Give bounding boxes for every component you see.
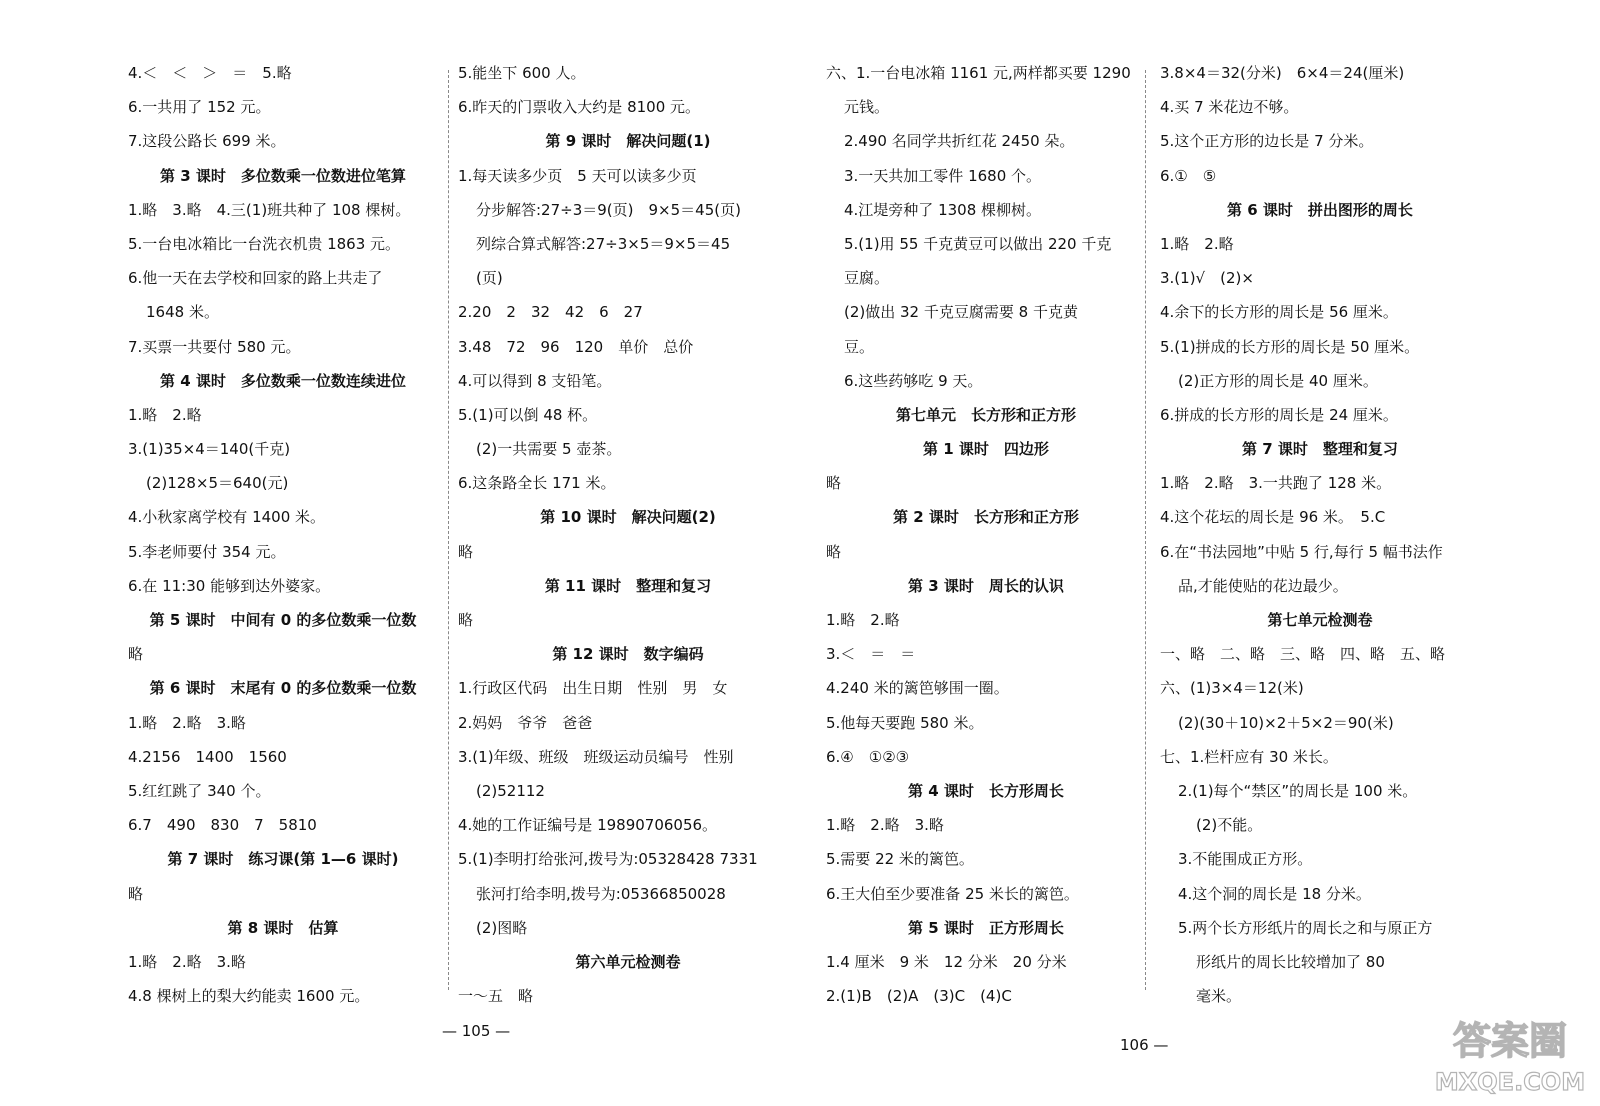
section-heading: 第七单元 长方形和正方形 — [895, 405, 1076, 424]
answer-line: 豆。 — [844, 337, 875, 356]
answer-line: 1.行政区代码 出生日期 性别 男 女 — [458, 679, 728, 698]
answer-line: 1.略 3.略 4.三(1)班共种了 108 棵树。 — [128, 200, 411, 219]
section-heading: 第六单元检测卷 — [575, 952, 681, 971]
section-heading: 第 6 课时 末尾有 0 的多位数乘一位数 — [149, 679, 417, 698]
answer-line: 豆腐。 — [844, 269, 890, 288]
answer-line: 一～五 略 — [458, 987, 534, 1006]
answer-line: 6.④ ①②③ — [826, 747, 910, 766]
answer-line: 1.略 2.略 3.略 — [128, 952, 246, 971]
answer-line: 5.(1)李明打给张河,拨号为:05328428 7331 — [458, 850, 758, 869]
answer-line: (页) — [476, 269, 503, 288]
answer-line: 4.可以得到 8 支铅笔。 — [458, 371, 612, 390]
answer-line: 1.4 厘米 9 米 12 分米 20 分米 — [826, 952, 1067, 971]
answer-line: 4.这个洞的周长是 18 分米。 — [1178, 884, 1371, 903]
answer-line: (2)不能。 — [1196, 816, 1263, 835]
answer-line: 2.妈妈 爷爷 爸爸 — [458, 713, 593, 732]
answer-line: 略 — [826, 474, 842, 493]
answer-line: (2)52112 — [476, 781, 545, 800]
answer-line: (2)正方形的周长是 40 厘米。 — [1178, 371, 1378, 390]
svg-text:MXQE.COM: MXQE.COM — [1434, 1068, 1586, 1096]
answer-line: 一、略 二、略 三、略 四、略 五、略 — [1160, 645, 1446, 664]
answer-line: 2.(1)每个“禁区”的周长是 100 米。 — [1178, 781, 1418, 800]
answer-line: 5.红红跳了 340 个。 — [128, 781, 271, 800]
answer-line: 1.略 2.略 3.略 — [128, 713, 246, 732]
answer-line: 略 — [458, 542, 474, 561]
answer-line: 6.昨天的门票收入大约是 8100 元。 — [458, 98, 701, 117]
answer-line: 3.(1)35×4＝140(千克) — [128, 440, 291, 459]
answer-line: 2.(1)B (2)A (3)C (4)C — [826, 987, 1012, 1006]
answer-line: 6.在 11:30 能够到达外婆家。 — [128, 576, 331, 595]
answer-line: 六、1.一台电冰箱 1161 元,两样都买要 1290 — [826, 64, 1131, 82]
answer-line: 六、(1)3×4＝12(米) — [1160, 679, 1304, 698]
answer-line: 1.略 2.略 3.一共跑了 128 米。 — [1160, 474, 1392, 493]
answer-line: 5.一台电冰箱比一台洗衣机贵 1863 元。 — [128, 234, 401, 253]
answer-line: 4.这个花坛的周长是 96 米。 5.C — [1160, 508, 1386, 527]
answer-line: (2)图略 — [476, 918, 528, 937]
answer-line: 毫米。 — [1196, 987, 1242, 1006]
answer-line: 略 — [826, 542, 842, 561]
answer-line: 列综合算式解答:27÷3×5＝9×5＝45 — [476, 234, 731, 253]
answer-line: 4.江堤旁种了 1308 棵柳树。 — [844, 200, 1042, 219]
section-heading: 第七单元检测卷 — [1267, 611, 1373, 629]
section-heading: 第 4 课时 多位数乘一位数连续进位 — [160, 371, 406, 390]
answer-line: 1648 米。 — [146, 303, 219, 322]
answer-line: 1.略 2.略 — [1160, 234, 1234, 253]
answer-line: 3.(1)√ (2)× — [1160, 269, 1254, 288]
section-heading: 第 11 课时 整理和复习 — [544, 576, 712, 595]
answer-line: 5.他每天要跑 580 米。 — [826, 713, 984, 732]
answer-line: 略 — [458, 611, 474, 629]
answer-line: 6.① ⑤ — [1160, 166, 1217, 185]
answer-line: (2)一共需要 5 壶茶。 — [476, 440, 622, 459]
answer-line: 形纸片的周长比较增加了 80 — [1196, 952, 1385, 971]
answer-line: 5.(1)可以倒 48 杯。 — [458, 405, 598, 424]
answer-line: 1.略 2.略 — [826, 611, 900, 629]
answer-line: 7.这段公路长 699 米。 — [128, 132, 286, 151]
text-column-3 — [826, 56, 1146, 1013]
section-heading: 第 7 课时 练习课(第 1—6 课时) — [167, 850, 399, 869]
answer-line: 5.两个长方形纸片的周长之和与原正方 — [1178, 918, 1433, 937]
section-heading: 第 3 课时 周长的认识 — [908, 576, 1064, 595]
text-column-2 — [458, 56, 798, 1013]
answer-line: 2.20 2 32 42 6 27 — [458, 303, 643, 322]
section-heading: 第 4 课时 长方形周长 — [908, 781, 1064, 800]
answer-line: (2)做出 32 千克豆腐需要 8 千克黄 — [844, 303, 1078, 322]
answer-line: 4.余下的长方形的周长是 56 厘米。 — [1160, 303, 1398, 322]
section-heading: 第 6 课时 拼出图形的周长 — [1227, 200, 1413, 219]
answer-line: 4.240 米的篱笆够围一圈。 — [826, 679, 1009, 698]
answer-line: (2)128×5＝640(元) — [146, 474, 289, 493]
answer-line: 4.小秋家离学校有 1400 米。 — [128, 508, 326, 527]
watermark-logo — [1430, 1006, 1590, 1098]
text-column-4 — [1160, 56, 1480, 1013]
answer-line: 5.(1)用 55 千克黄豆可以做出 220 千克 — [844, 234, 1112, 253]
answer-line: 3.一天共加工零件 1680 个。 — [844, 166, 1042, 185]
answer-line: (2)(30＋10)×2＋5×2＝90(米) — [1178, 713, 1394, 732]
answer-line: 5.这个正方形的边长是 7 分米。 — [1160, 132, 1374, 151]
answer-line: 4.买 7 米花边不够。 — [1160, 98, 1299, 117]
section-heading: 第 9 课时 解决问题(1) — [545, 132, 711, 151]
section-heading: 第 5 课时 中间有 0 的多位数乘一位数 — [149, 611, 417, 629]
answer-line: 3.不能围成正方形。 — [1178, 850, 1313, 869]
answer-line: 张河打给李明,拨号为:05366850028 — [476, 884, 726, 903]
answer-line: 6.这条路全长 171 米。 — [458, 474, 616, 493]
section-heading: 第 7 课时 整理和复习 — [1242, 440, 1398, 459]
answer-line: 6.7 490 830 7 5810 — [128, 816, 317, 835]
section-heading: 第 2 课时 长方形和正方形 — [893, 508, 1079, 527]
column-divider-left — [448, 70, 449, 990]
answer-line: 1.略 2.略 3.略 — [826, 816, 944, 835]
answer-line: 1.每天读多少页 5 天可以读多少页 — [458, 166, 697, 185]
page-number-right: 106 — — [1120, 1036, 1169, 1054]
answer-line: 品,才能使贴的花边最少。 — [1178, 576, 1348, 595]
answer-line: 4.8 棵树上的梨大约能卖 1600 元。 — [128, 987, 370, 1006]
answer-line: 7.买票一共要付 580 元。 — [128, 337, 301, 356]
section-heading: 第 12 课时 数字编码 — [552, 645, 704, 664]
answer-line: 5.能坐下 600 人。 — [458, 64, 586, 82]
answer-line: 1.略 2.略 — [128, 405, 202, 424]
answer-line: 3.48 72 96 120 单价 总价 — [458, 337, 694, 356]
answer-line: 2.490 名同学共折红花 2450 朵。 — [844, 132, 1075, 151]
answer-line: 略 — [128, 645, 144, 664]
answer-line: 元钱。 — [844, 98, 890, 117]
answer-line: 3.＜ ＝ ＝ — [826, 645, 916, 664]
answer-line: 6.这些药够吃 9 天。 — [844, 371, 983, 390]
answer-line: 6.王大伯至少要准备 25 米长的篱笆。 — [826, 884, 1079, 903]
answer-line: 分步解答:27÷3＝9(页) 9×5＝45(页) — [476, 200, 741, 219]
answer-line: 6.拼成的长方形的周长是 24 厘米。 — [1160, 405, 1398, 424]
answer-line: 3.8×4＝32(分米) 6×4＝24(厘米) — [1160, 64, 1405, 82]
answer-line: 4.2156 1400 1560 — [128, 747, 287, 766]
answer-line: 3.(1)年级、班级 班级运动员编号 性别 — [458, 747, 734, 766]
answer-line: 4.她的工作证编号是 19890706056。 — [458, 816, 718, 835]
answer-line: 5.(1)拼成的长方形的周长是 50 厘米。 — [1160, 337, 1420, 356]
answer-line: 6.在“书法园地”中贴 5 行,每行 5 幅书法作 — [1160, 542, 1443, 561]
section-heading: 第 3 课时 多位数乘一位数进位笔算 — [160, 166, 406, 185]
section-heading: 第 10 课时 解决问题(2) — [540, 508, 716, 527]
section-heading: 第 1 课时 四边形 — [923, 440, 1049, 459]
answer-line: 七、1.栏杆应有 30 米长。 — [1160, 747, 1338, 766]
answer-line: 6.他一天在去学校和回家的路上共走了 — [128, 269, 383, 288]
section-heading: 第 5 课时 正方形周长 — [908, 918, 1064, 937]
page-number-left: — 105 — — [442, 1022, 511, 1040]
answer-line: 5.需要 22 米的篱笆。 — [826, 850, 974, 869]
text-column-1 — [128, 56, 438, 1013]
answer-line: 6.一共用了 152 元。 — [128, 98, 271, 117]
answer-line: 5.李老师要付 354 元。 — [128, 542, 286, 561]
section-heading: 第 8 课时 估算 — [227, 918, 339, 937]
answer-line: 略 — [128, 884, 144, 903]
answer-line: 4.＜ ＜ ＞ ＝ 5.略 — [128, 64, 292, 82]
svg-text:答案圈: 答案圈 — [1452, 1019, 1568, 1063]
